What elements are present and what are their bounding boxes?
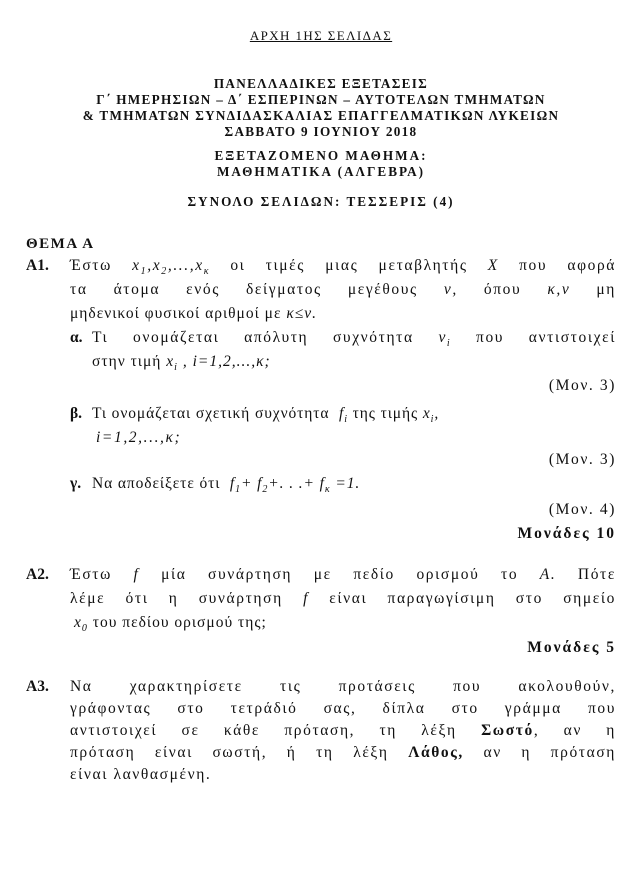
text: Έστω	[70, 566, 112, 583]
math-var: f	[303, 590, 309, 607]
text: λέμε ότι η συνάρτηση	[70, 590, 283, 607]
total-pages: ΣΥΝΟΛΟ ΣΕΛΙΔΩΝ: ΤΕΣΣΕΡΙΣ (4)	[187, 194, 455, 209]
text: Έστω	[70, 257, 112, 274]
math-x-i: $x_i$,	[422, 405, 440, 426]
text: Πότε	[577, 566, 616, 583]
math-x-sequence: $x_1,x_2,...,x_\kappa$	[132, 257, 211, 278]
text: , αν η	[533, 722, 616, 739]
text: οι τιμές μιας μεταβλητής	[230, 257, 468, 274]
text: αντιστοιχεί σε κάθε πρόταση, τη λέξη	[70, 722, 457, 739]
math-var: f	[133, 566, 140, 583]
subject-label: ΕΞΕΤΑΖΟΜΕΝΟ ΜΑΘΗΜΑ:	[214, 148, 428, 163]
text: στην τιμή	[92, 353, 162, 370]
subject-name: ΜΑΘΗΜΑΤΙΚΑ (ΑΛΓΕΒΡΑ)	[216, 164, 426, 179]
text: μία συνάρτηση με πεδίο ορισμού το	[161, 566, 519, 583]
question-a2-total-points: Μονάδες 5	[527, 639, 616, 656]
text: της τιμής	[352, 405, 419, 422]
question-a1-line3	[70, 304, 317, 324]
subquestion-b-points: (Μον. 3)	[548, 451, 616, 468]
keyword-wrong: Λάθος,	[408, 744, 464, 761]
question-a3-line1: Να χαρακτηρίσετε τις προτάσεις που ακολουθούν,	[70, 678, 616, 695]
question-a3-line3	[70, 721, 616, 741]
text: μηδενικοί φυσικοί αριθμοί με	[70, 305, 282, 322]
math-var: ν,	[443, 281, 458, 298]
question-a2-line1	[70, 565, 616, 585]
text: είναι παραγωγίσιμη στο σημείο	[329, 590, 617, 607]
math-nu-i: $\nu_i$	[438, 329, 452, 350]
subquestion-a-line1	[92, 328, 616, 354]
subquestion-c-line1	[92, 474, 360, 500]
page-start-marker: ΑΡΧΗ 1ΗΣ ΣΕΛΙΔΑΣ	[249, 28, 393, 43]
text: πρόταση είναι σωστή, ή τη λέξη	[70, 744, 389, 761]
math-f-i: $f_i$	[334, 405, 348, 426]
math-inequality: κ≤ν.	[286, 305, 318, 322]
text: τα άτομα ενός δείγματος μεγέθους	[70, 281, 418, 298]
text: Τι ονομάζεται απόλυτη συχνότητα	[92, 329, 414, 346]
question-a3-label: Α3.	[26, 678, 49, 695]
exam-date: ΣΑΒΒΑΤΟ 9 ΙΟΥΝΙΟΥ 2018	[224, 124, 418, 139]
section-title: ΘΕΜΑ Α	[26, 236, 95, 252]
math-var: A.	[539, 566, 557, 583]
text: όπου	[483, 281, 522, 298]
question-a1-label: Α1.	[26, 257, 49, 274]
subquestion-a-line2	[92, 352, 271, 378]
subquestion-a-label: α.	[70, 329, 83, 346]
question-a3-line2: γράφοντας στο τετράδιό σας, δίπλα στο γράμμα που	[70, 700, 616, 717]
math-var: X	[487, 257, 499, 274]
keyword-correct: Σωστό	[481, 722, 534, 739]
math-var: κ,ν	[547, 281, 571, 298]
text: Τι ονομάζεται σχετική συχνότητα	[92, 405, 330, 422]
text: μη	[596, 281, 616, 298]
text: Να αποδείξετε ότι	[92, 475, 221, 492]
text: αν η πρόταση	[483, 744, 617, 761]
text: του πεδίου ορισμού της;	[92, 614, 267, 631]
subquestion-c-label: γ.	[70, 475, 82, 492]
question-a1-line2	[70, 280, 616, 300]
question-a3-line5: είναι λανθασμένη.	[70, 766, 212, 783]
question-a2-line2	[70, 589, 616, 609]
math-xi-range: $x_i$ , i=1,2,...,κ;	[166, 353, 271, 374]
exam-subtitle-1: Γ΄ ΗΜΕΡΗΣΙΩΝ – Δ΄ ΕΣΠΕΡΙΝΩΝ – ΑΥΤΟΤΕΛΩΝ ΤΜΗΜΑΤΩΝ	[96, 92, 546, 107]
question-a2-line3	[74, 613, 267, 639]
subquestion-b-line2: i=1,2,...,κ;	[96, 429, 182, 446]
question-a1-total-points: Μονάδες 10	[517, 525, 616, 542]
question-a1-line1	[70, 256, 616, 282]
math-x0: $x_0$	[74, 614, 88, 635]
question-a3-line4	[70, 743, 616, 763]
text: που αντιστοιχεί	[476, 329, 616, 346]
text: που αφορά	[519, 257, 617, 274]
subquestion-a-points: (Μον. 3)	[548, 377, 616, 394]
subquestion-b-line1	[92, 404, 439, 430]
math-sum-f: $f_1+ f_2+$. . .+ $f_\kappa =1$.	[225, 475, 361, 496]
question-a2-label: Α2.	[26, 566, 49, 583]
exam-subtitle-2: & ΤΜΗΜΑΤΩΝ ΣΥΝΔΙΔΑΣΚΑΛΙΑΣ ΕΠΑΓΓΕΛΜΑΤΙΚΩΝ ΛΥΚΕΙΩΝ	[82, 108, 560, 123]
subquestion-c-points: (Μον. 4)	[548, 501, 616, 518]
subquestion-b-label: β.	[70, 405, 83, 422]
exam-title: ΠΑΝΕΛΛΑΔΙΚΕΣ ΕΞΕΤΑΣΕΙΣ	[213, 76, 429, 91]
